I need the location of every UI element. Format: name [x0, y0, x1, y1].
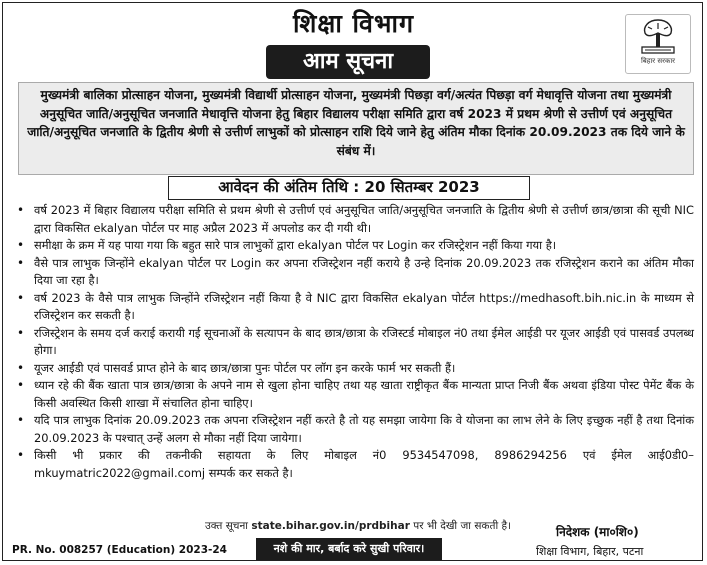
signatory-title: निदेशक (मा०शि०) [556, 525, 639, 539]
list-item [12, 360, 694, 378]
list-item-text: वर्ष 2023 के वैसे पात्र लाभुक जिन्होंने रजिस्ट्रेशन नहीं किया है वे NIC द्वारा विकसित ekalyan पोर्टल https://medhasoft.bih.nic.in के माध्यम से रजिस्ट्रेशन कर सकती है। [34, 290, 694, 322]
bodhi-tree-emblem-icon [638, 17, 678, 57]
bullet-icon: • [17, 378, 25, 392]
application-deadline: आवेदन की अंतिम तिथि : 20 सितम्बर 2023 [168, 176, 530, 200]
list-item [12, 290, 694, 325]
list-item-text: यूजर आईडी एवं पासवर्ड प्राप्त होने के बाद छात्र/छात्रा पुनः पोर्टल पर लॉग इन करके फार्म भर सकती हैं। [34, 360, 456, 375]
bullet-icon: • [17, 255, 25, 270]
list-item [12, 447, 694, 482]
bullet-icon: • [17, 325, 25, 340]
list-item-text: यदि पात्र लाभुक दिनांक 20.09.2023 तक अपना रजिस्ट्रेशन नहीं करते है तो यह समझा जायेगा कि वे योजना का लाभ लेने के लिए इच्छुक नहीं है तथा दिनांक 20.09.2023 के पश्चात् उन्हें अलग से मौका नहीं दिया जायेगा। [34, 413, 694, 445]
notice-subject: मुख्यमंत्री बालिका प्रोत्साहन योजना, मुख्यमंत्री विद्यार्थी प्रोत्साहन योजना, मुख्यमंत्री पिछड़ा वर्ग/अत्यंत पिछड़ा वर्ग मेधावृत्ति योजना तथा मुख्यमंत्री अनुसूचित जाति/अनुसूचित जनजाति मेधावृत्ति योजना हेतु बिहार विद्यालय परीक्षा समिति द्वारा वर्ष 2023 में प्रथम श्रेणी से उत्तीर्ण एवं अनुसूचित जाति/अनुसूचित जनजाति के द्वितीय श्रेणी से उत्तीर्ण लाभुकों को प्रोत्साहन राशि दिये जाने हेतु अंतिम मौका दिनांक 20.09.2023 तक दिये जाने के संबंध में। [18, 82, 694, 175]
emblem-caption: बिहार सरकार [640, 57, 676, 65]
bullet-icon: • [17, 448, 25, 462]
bullet-icon: • [17, 238, 25, 252]
bullet-icon: • [17, 360, 25, 375]
list-item-text: वर्ष 2023 में बिहार विद्यालय परीक्षा समिति से प्रथम श्रेणी से उत्तीर्ण एवं अनुसूचित जाति/अनुसूचित जनजाति के द्वितीय श्रेणी से उत्तीर्ण छात्र/छात्रा की सूची NIC द्वारा विकसित ekalyan पोर्टल पर माह अप्रैल 2023 में अपलोड कर दी गयी थी। [34, 203, 694, 235]
bullet-icon: • [17, 290, 25, 305]
list-item [12, 237, 694, 255]
bullet-icon: • [17, 413, 25, 427]
footer-url-line [205, 519, 511, 533]
list-item [12, 377, 694, 412]
signatory-office: शिक्षा विभाग, बिहार, पटना [536, 545, 644, 558]
list-item [12, 412, 694, 447]
footer-url-prefix: उक्त सूचना [205, 520, 249, 532]
list-item-text: वैसे पात्र लाभुक जिन्होंने ekalyan पोर्टल पर Login कर अपना रजिस्ट्रेशन नहीं कराये है उन्हे दिनांक 20.09.2023 तक रजिस्ट्रेशन कराने का अंतिम मौका दिया जा रहा है। [34, 255, 694, 287]
list-item [12, 325, 694, 360]
slogan-banner: नशे की मार, बर्बाद करे सुखी परिवार। [256, 538, 442, 560]
footer-url-link[interactable]: state.bihar.gov.in/prdbihar [251, 520, 410, 532]
list-item [12, 255, 694, 290]
public-notice-label: आम सूचना [266, 45, 430, 79]
list-item-text: समीक्षा के क्रम में यह पाया गया कि बहुत सारे पात्र लाभुकों द्वारा ekalyan पोर्टल पर Login कर रजिस्ट्रेशन नहीं किया गया है। [34, 238, 557, 252]
list-item-text: रजिस्ट्रेशन के समय दर्ज कराई करायी गई सूचनाओं के सत्यापन के बाद छात्र/छात्रा के रजिस्टर्ड मोबाइल नं0 तथा ईमेल आईडी पर यूजर आईडी एवं पासवर्ड उपलब्ध होगा। [34, 325, 694, 357]
bullet-icon: • [17, 203, 25, 217]
pr-number: PR. No. 008257 (Education) 2023-24 [12, 544, 227, 556]
notice-points [12, 202, 694, 482]
bihar-emblem [625, 14, 691, 74]
list-item [12, 202, 694, 237]
list-item-text: किसी भी प्रकार की तकनीकी सहायता के लिए मोबाइल नं0 9534547098, 8986294256 एवं ईमेल आई0डी0– mkuymatric2022@gmail.comj सम्पर्क कर सकते है। [34, 448, 694, 480]
list-item-text: ध्यान रहे की बैंक खाता पात्र छात्र/छात्रा के अपने नाम से खुला होना चाहिए तथा यह खाता राष्ट्रीकृत बैंक मान्यता प्राप्त निजी बैंक अथवा इंडिया पोस्ट पेमेंट बैंक के किसी अवस्थित किसी शाखा में संचालित होना चाहिए। [34, 378, 694, 410]
footer-url-suffix: पर भी देखी जा सकती है। [413, 520, 512, 532]
department-title: शिक्षा विभाग [292, 9, 415, 38]
